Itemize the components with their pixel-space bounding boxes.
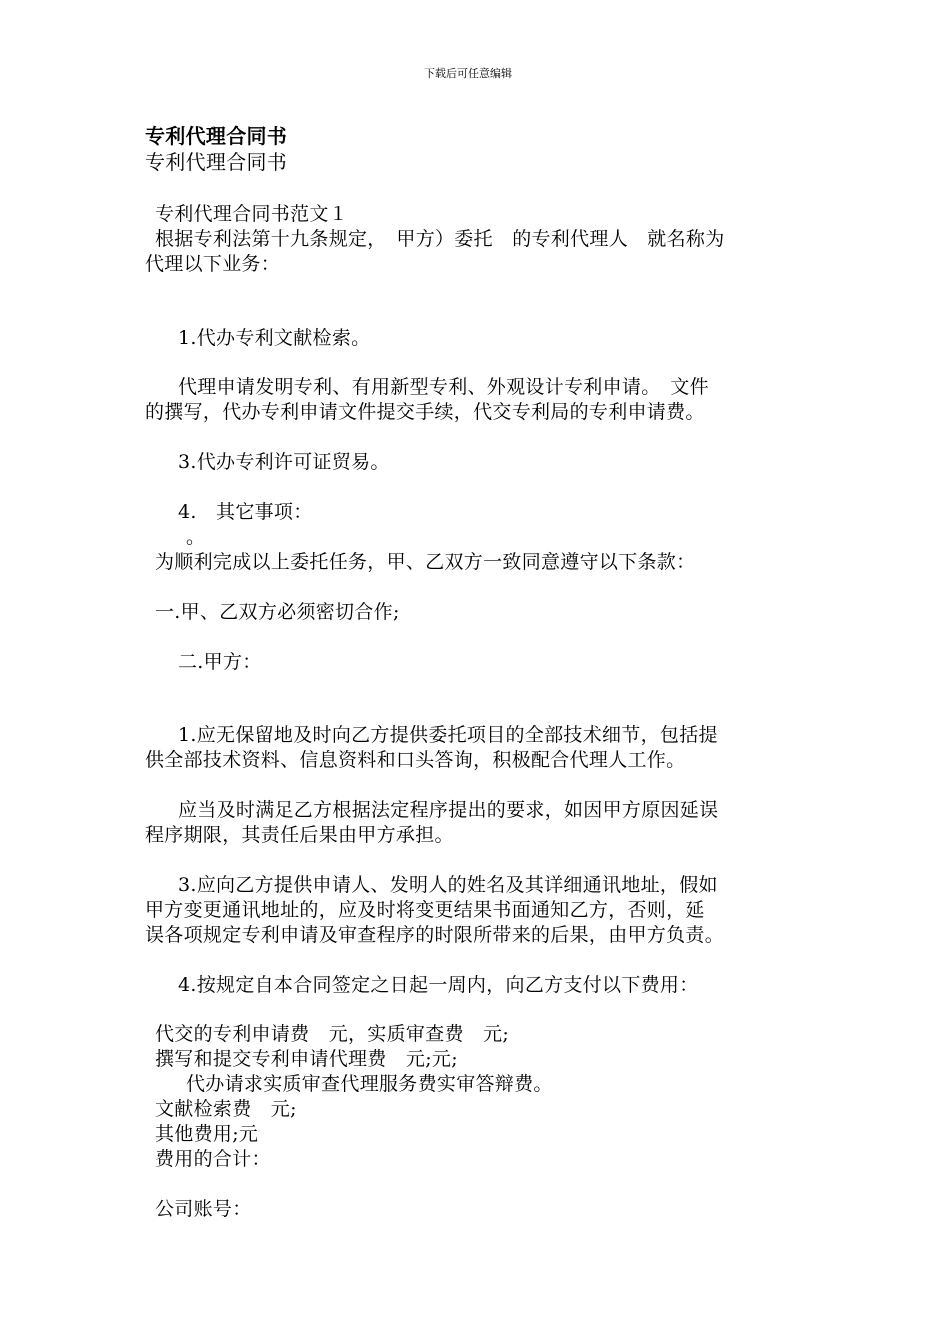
text-line: 代理申请发明专利、有用新型专利、外观设计专利申请。 文件 [178,376,709,398]
text-line: 一.甲、乙双方必须密切合作; [155,601,400,623]
document-title: 专利代理合同书 [145,124,288,148]
text-line: 为顺利完成以上委托任务，甲、乙双方一致同意遵守以下条款： [155,551,696,573]
text-line: 代办请求实质审查代理服务费实审答辩费。 [186,1073,553,1095]
text-line: 的撰写，代办专利申请文件提交手续，代交专利局的专利申请费。 [145,401,705,423]
text-line: 供全部技术资料、信息资料和口头答询，积极配合代理人工作。 [145,749,686,771]
text-line: 4. 其它事项： [178,501,313,523]
text-line: 代交的专利申请费 元，实质审查费 元; [155,1023,510,1045]
document-subtitle: 专利代理合同书 [145,150,288,174]
text-line: 程序期限，其责任后果由甲方承担。 [145,824,454,846]
text-line: 4.按规定自本合同签定之日起一周内，向乙方支付以下费用： [178,974,699,996]
text-line: 专利代理合同书范文１ [155,203,349,225]
text-line: 。 [186,526,206,548]
text-line: 文献检索费 元; [155,1098,297,1120]
text-line: 费用的合计： [155,1148,271,1170]
text-line: 根据专利法第十九条规定， 甲方）委托 的专利代理人 就名称为 [155,228,725,250]
text-line: 1.应无保留地及时向乙方提供委托项目的全部技术细节，包括提 [178,724,718,746]
text-line: 二.甲方： [178,651,262,673]
page-header: 下载后可任意编辑 [424,67,512,80]
text-line: 应当及时满足乙方根据法定程序提出的要求，如因甲方原因延误 [178,799,719,821]
text-line: 误各项规定专利申请及审查程序的时限所带来的后果，由甲方负责。 [145,924,725,946]
text-line: 代理以下业务： [145,253,281,275]
text-line: 3.应向乙方提供申请人、发明人的姓名及其详细通讯地址，假如 [178,874,718,896]
text-line: 撰写和提交专利申请代理费 元;元; [155,1048,458,1070]
text-line: 公司账号： [155,1198,252,1220]
text-line: 甲方变更通讯地址的，应及时将变更结果书面通知乙方，否则，延 [145,899,705,921]
text-line: 3.代办专利许可证贸易。 [178,451,390,473]
text-line: 1.代办专利文献检索。 [178,327,371,349]
text-line: 其他费用;元 [155,1123,259,1145]
